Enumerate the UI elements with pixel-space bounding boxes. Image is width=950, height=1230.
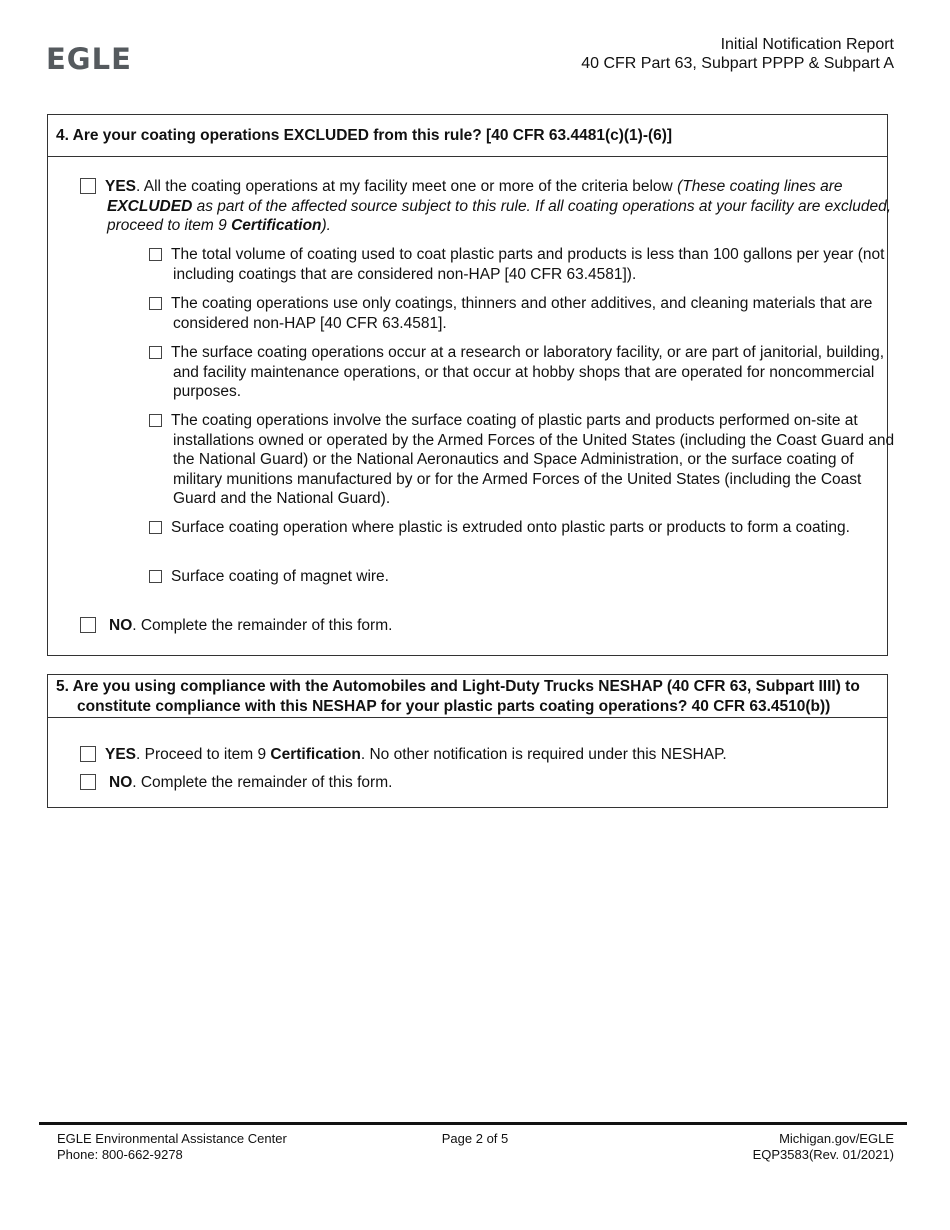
egle-logo: EGLE xyxy=(46,42,132,76)
criteria-item xyxy=(147,411,901,509)
footer-site: Michigan.gov/EGLE xyxy=(779,1131,894,1146)
question-5-title: 5. Are you using compliance with the Automobiles and Light-Duty Trucks NESHAP (40 CFR 63, Subpart IIII) to constitute compliance with this NESHAP for your plastic parts coating operations? 40 CFR 63.4510(b)) xyxy=(48,675,887,718)
q5-no-option xyxy=(80,773,392,793)
question-4-section xyxy=(47,114,895,656)
criteria-text: Surface coating of magnet wire. xyxy=(171,568,389,585)
q5-yes-checkbox[interactable] xyxy=(80,746,96,762)
q5-yes-text-2: . No other notification is required under this NESHAP. xyxy=(360,746,727,763)
criteria-checkbox[interactable] xyxy=(149,297,162,310)
q5-yes-certification: Certification xyxy=(270,746,361,763)
criteria-text: The surface coating operations occur at a research or laboratory facility, or are part of janitorial, building, and facility maintenance operations, or that occur at hobby shops that are operated for noncommercial purposes. xyxy=(171,344,885,400)
q4-yes-option xyxy=(80,177,902,236)
report-subtitle: 40 CFR Part 63, Subpart PPPP & Subpart A xyxy=(581,55,894,72)
q4-yes-note-certification: Certification xyxy=(231,217,322,234)
report-header xyxy=(581,35,894,73)
criteria-checkbox[interactable] xyxy=(149,521,162,534)
q5-no-label: NO xyxy=(109,774,133,791)
criteria-text: The coating operations use only coatings, thinners and other additives, and cleaning materials that are considered non-HAP [40 CFR 63.4581]. xyxy=(171,295,873,332)
criteria-item xyxy=(147,518,901,538)
criteria-item xyxy=(147,294,901,333)
criteria-checkbox[interactable] xyxy=(149,248,162,261)
q5-yes-option xyxy=(80,745,727,765)
q5-no-checkbox[interactable] xyxy=(80,774,96,790)
criteria-checkbox[interactable] xyxy=(149,414,162,427)
q5-no-text: . Complete the remainder of this form. xyxy=(132,774,393,791)
criteria-text: The total volume of coating used to coat plastic parts and products is less than 100 gallons per year (not including coatings that are considered non-HAP [40 CFR 63.4581]). xyxy=(171,246,885,283)
q4-no-label: NO xyxy=(109,617,133,634)
q4-no-text: . Complete the remainder of this form. xyxy=(132,617,393,634)
footer-org: EGLE Environmental Assistance Center xyxy=(57,1131,287,1146)
q4-no-checkbox[interactable] xyxy=(80,617,96,633)
q4-yes-note-1: (These coating lines are xyxy=(677,178,843,195)
q5-yes-label: YES xyxy=(105,746,137,763)
q4-yes-label: YES xyxy=(105,178,137,195)
footer-form-id: EQP3583(Rev. 01/2021) xyxy=(752,1147,894,1162)
criteria-checkbox[interactable] xyxy=(149,346,162,359)
footer-divider xyxy=(39,1122,907,1125)
q5-yes-text: . Proceed to item 9 xyxy=(136,746,271,763)
q4-no-option xyxy=(80,616,392,636)
footer-phone: Phone: 800-662-9278 xyxy=(57,1147,183,1162)
q4-yes-note-2: as part of the affected source subject to this rule. If all coating operations at your facility are excluded, proceed to item 9 xyxy=(107,197,892,234)
report-title: Initial Notification Report xyxy=(720,36,894,53)
criteria-item xyxy=(147,245,901,284)
q4-yes-note-excluded: EXCLUDED xyxy=(107,197,193,215)
criteria-item xyxy=(147,567,901,587)
q4-yes-checkbox[interactable] xyxy=(80,178,96,194)
criteria-text: The coating operations involve the surface coating of plastic parts and products performed on-site at installations owned or operated by the Armed Forces of the United States (including the Coast Guard and the National Guard) or the National Aeronautics and Space Administration, or the surface coating of military munitions manufactured by or for the Armed Forces of the United States (including the Coast Guard and the National Guard). xyxy=(171,412,895,507)
q4-yes-text: . All the coating operations at my facility meet one or more of the criteria below xyxy=(136,178,678,195)
criteria-checkbox[interactable] xyxy=(149,570,162,583)
criteria-item xyxy=(147,343,901,402)
criteria-text: Surface coating operation where plastic is extruded onto plastic parts or products to form a coating. xyxy=(171,519,850,536)
q4-yes-note-3: ). xyxy=(321,217,331,234)
question-5-section xyxy=(47,674,888,808)
footer-right xyxy=(753,1131,894,1163)
question-4-title: 4. Are your coating operations EXCLUDED from this rule? [40 CFR 63.4481(c)(1)-(6)] xyxy=(48,115,887,157)
footer-page-number: Page 2 of 5 xyxy=(441,1131,509,1146)
